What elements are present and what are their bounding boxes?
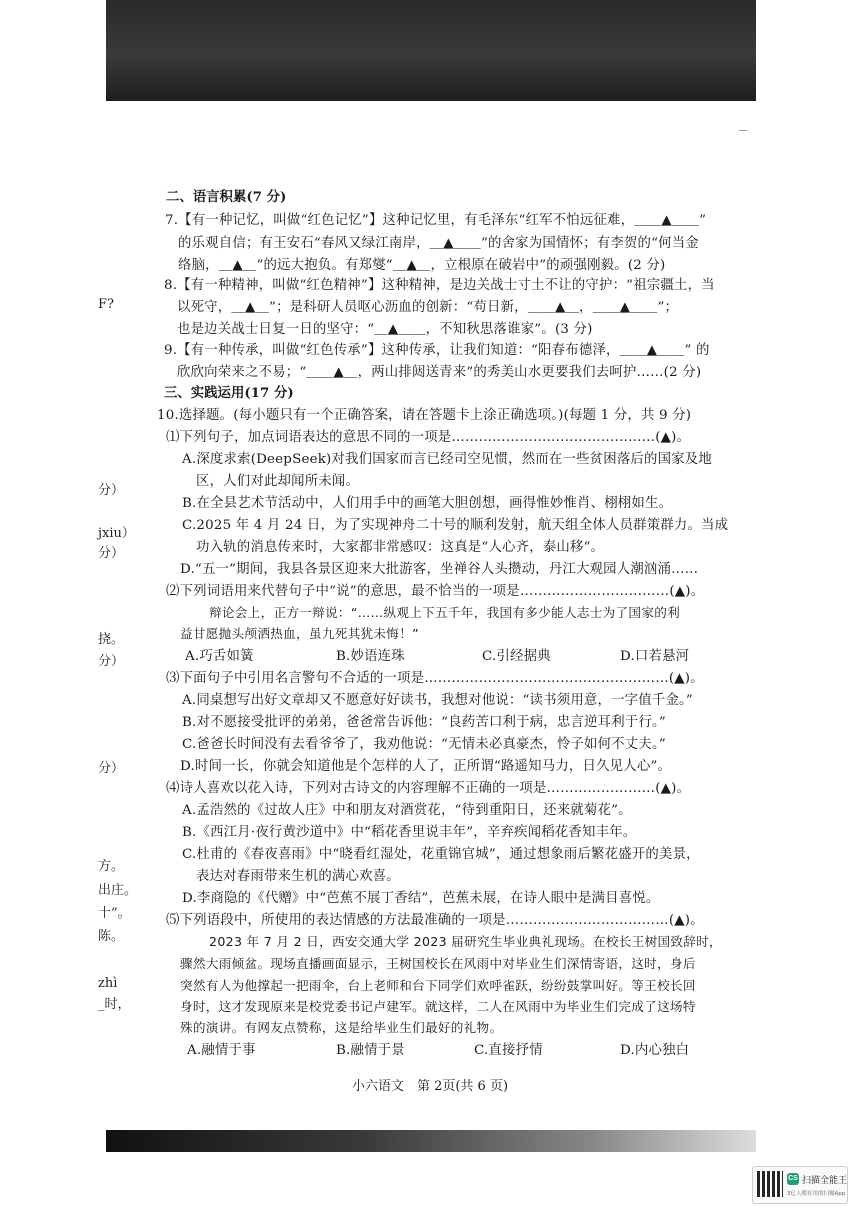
margin-fragment: 分） bbox=[98, 654, 125, 669]
question-8: 8.【有一种精神，叫做“红色精神”】这种精神，是边关战士寸土不让的守护：“祖宗疆土，当 bbox=[164, 278, 715, 293]
option-b: B.在全县艺术节活动中，人们用手中的画笔大胆创想，画得惟妙惟肖、栩栩如生。 bbox=[182, 496, 673, 511]
option-c-cont: 表达对春雨带来生机的满心欢喜。 bbox=[196, 869, 400, 884]
option-c: C.引经据典 bbox=[482, 649, 551, 664]
option-b: B.《西江月·夜行黄沙道中》中“稻花香里说丰年”，辛弃疾闻稻花香知丰年。 bbox=[182, 825, 637, 840]
option-d: D.口若悬河 bbox=[620, 649, 690, 664]
option-d: D.李商隐的《代赠》中“芭蕉不展丁香结”，芭蕉未展，在诗人眼中是满目喜悦。 bbox=[182, 891, 660, 906]
question-7-line: 的乐观自信；有王安石“春风又绿江南岸，＿▲＿＿”的舍家为国情怀；有李贺的“何当金 bbox=[178, 236, 699, 251]
option-b: B.妙语连珠 bbox=[336, 649, 405, 664]
margin-fragment: 陈。 bbox=[98, 929, 125, 944]
option-d: D.内心独白 bbox=[620, 1043, 690, 1058]
margin-fragment: F? bbox=[98, 297, 114, 312]
qr-code-icon bbox=[757, 1171, 783, 1197]
scan-shadow-bottom bbox=[106, 1130, 756, 1152]
option-b: B.对不愿接受批评的弟弟，爸爸常告诉他：“良药苦口利于病，忠言逆耳利于行。” bbox=[182, 715, 666, 730]
scan-shadow-top bbox=[106, 0, 756, 101]
subquestion-2: ⑵下列词语用来代替句子中“说”的意思，最不恰当的一项是……………………………(▲)。 bbox=[166, 584, 705, 599]
option-a: A.孟浩然的《过故人庄》中和朋友对酒赏花，“待到重阳日，还来就菊花”。 bbox=[182, 803, 632, 818]
margin-fragment: jxiu） bbox=[98, 526, 135, 541]
watermark-title: 扫描全能王 bbox=[802, 1176, 848, 1186]
question-7-line: 络脑，＿▲＿”的远大抱负。有郑燮“＿▲＿，立根原在破岩中”的顽强刚毅。(2 分) bbox=[178, 258, 666, 273]
question-8-line: 以死守，＿▲＿”；是科研人员呕心沥血的创新：“苟日新，＿＿▲＿，＿＿▲＿＿”； bbox=[177, 300, 679, 315]
margin-fragment: 出庄。 bbox=[98, 883, 138, 898]
question-8-line: 也是边关战士日复一日的坚守：“＿▲＿＿，不知秋思落谁家”。(3 分) bbox=[177, 322, 593, 337]
margin-fragment: 分） bbox=[98, 761, 125, 776]
option-d: D.“五一”期间，我县各景区迎来大批游客，坐禅谷人头攒动，丹江大观园人潮汹涌…… bbox=[180, 562, 699, 577]
scan-mark bbox=[739, 130, 747, 131]
option-a: A.巧舌如簧 bbox=[185, 649, 254, 664]
section-heading: 二、语言积累(7 分) bbox=[166, 189, 287, 205]
section-heading: 三、实践运用(17 分) bbox=[164, 385, 294, 401]
subquestion-3: ⑶下面句子中引用名言警句不合适的一项是………………………………………………(▲)。 bbox=[166, 671, 704, 686]
margin-fragment: _时， bbox=[98, 997, 131, 1012]
question-9: 9.【有一种传承，叫做“红色传承”】这种传承，让我们知道：“阳春布德泽，＿＿▲＿＿” 的 bbox=[164, 343, 710, 358]
margin-fragment: 挠。 bbox=[98, 632, 125, 647]
watermark-subtitle: 3亿人都在用的扫描App bbox=[787, 1191, 846, 1197]
margin-fragment: 分） bbox=[98, 546, 125, 561]
passage-line: 身时，这才发现原来是校党委书记卢建军。就这样，二人在风雨中为毕业生们完成了这场特 bbox=[180, 999, 696, 1014]
option-c: C.爸爸长时间没有去看爷爷了，我劝他说：“无情未必真豪杰，怜子如何不丈夫。” bbox=[182, 737, 666, 752]
margin-fragment: zhì bbox=[98, 976, 118, 991]
option-c: C.杜甫的《春夜喜雨》中“晓看红湿处，花重锦官城”，通过想象雨后繁花盛开的美景， bbox=[182, 847, 700, 862]
subquestion-5: ⑸下列语段中，所使用的表达情感的方法最准确的一项是………………………………(▲)。 bbox=[166, 913, 704, 928]
passage-line: 益甘愿抛头颅洒热血，虽九死其犹未悔！” bbox=[180, 626, 419, 641]
subquestion-4: ⑷诗人喜欢以花入诗，下列对古诗文的内容理解不正确的一项是……………………(▲)。 bbox=[166, 781, 691, 796]
passage-line: 殊的演讲。有网友点赞称，这是给毕业生们最好的礼物。 bbox=[180, 1020, 503, 1035]
passage-line: 辩论会上，正方一辩说：“……纵观上下五千年，我国有多少能人志士为了国家的利 bbox=[209, 605, 680, 620]
option-a: A.融情于事 bbox=[187, 1043, 256, 1058]
option-c: C.2025 年 4 月 24 日，为了实现神舟二十号的顺利发射，航天组全体人员群策群力。当成 bbox=[182, 518, 729, 533]
option-d: D.时间一长，你就会知道他是个怎样的人了，正所谓“路遥知马力，日久见人心”。 bbox=[180, 759, 672, 774]
margin-fragment: 方。 bbox=[98, 859, 125, 874]
option-c-cont: 功入轨的消息传来时，大家都非常感叹：这真是“人心齐，泰山移”。 bbox=[196, 540, 605, 555]
option-c: C.直接抒情 bbox=[474, 1043, 543, 1058]
page-footer: 小六语文 第 2页(共 6 页) bbox=[351, 1079, 509, 1094]
question-9-line: 欣欣向荣来之不易；“＿＿▲＿，两山排闼送青来”的秀美山水更要我们去呵护……(2 分) bbox=[177, 365, 702, 380]
subquestion-1: ⑴下列句子，加点词语表达的意思不同的一项是………………………………………(▲)。 bbox=[166, 430, 691, 445]
camscanner-logo-icon: CS bbox=[787, 1173, 799, 1185]
margin-fragment: 十”。 bbox=[98, 906, 131, 921]
passage-line: 2023 年 7 月 2 日，西安交通大学 2023 届研究生毕业典礼现场。在校长王树国致辞时， bbox=[209, 934, 722, 949]
option-a: A.同桌想写出好文章却又不愿意好好读书，我想对他说：“读书须用意，一字值千金。” bbox=[182, 693, 693, 708]
option-a: A.深度求索(DeepSeek)对我们国家而言已经司空见惯，然而在一些贫困落后的国家及地 bbox=[182, 452, 712, 467]
option-a-cont: 区，人们对此却闻所未闻。 bbox=[196, 474, 360, 489]
passage-line: 骤然大雨倾盆。现场直播画面显示，王树国校长在风雨中对毕业生们深情寄语，这时，身后 bbox=[180, 956, 696, 971]
option-b: B.融情于景 bbox=[336, 1043, 405, 1058]
margin-fragment: 分） bbox=[98, 483, 125, 498]
passage-line: 突然有人为他撑起一把雨伞，台上老师和台下同学们欢呼雀跃，纷纷鼓掌叫好。等王校长回 bbox=[180, 978, 696, 993]
camscanner-watermark bbox=[752, 1166, 848, 1204]
question-10: 10.选择题。(每小题只有一个正确答案，请在答题卡上涂正确选项。)(每题 1 分，共 9 分) bbox=[157, 408, 692, 423]
question-7: 7.【有一种记忆，叫做“红色记忆”】这种记忆里，有毛泽东“红军不怕远征难，＿＿▲＿＿” bbox=[165, 213, 707, 228]
